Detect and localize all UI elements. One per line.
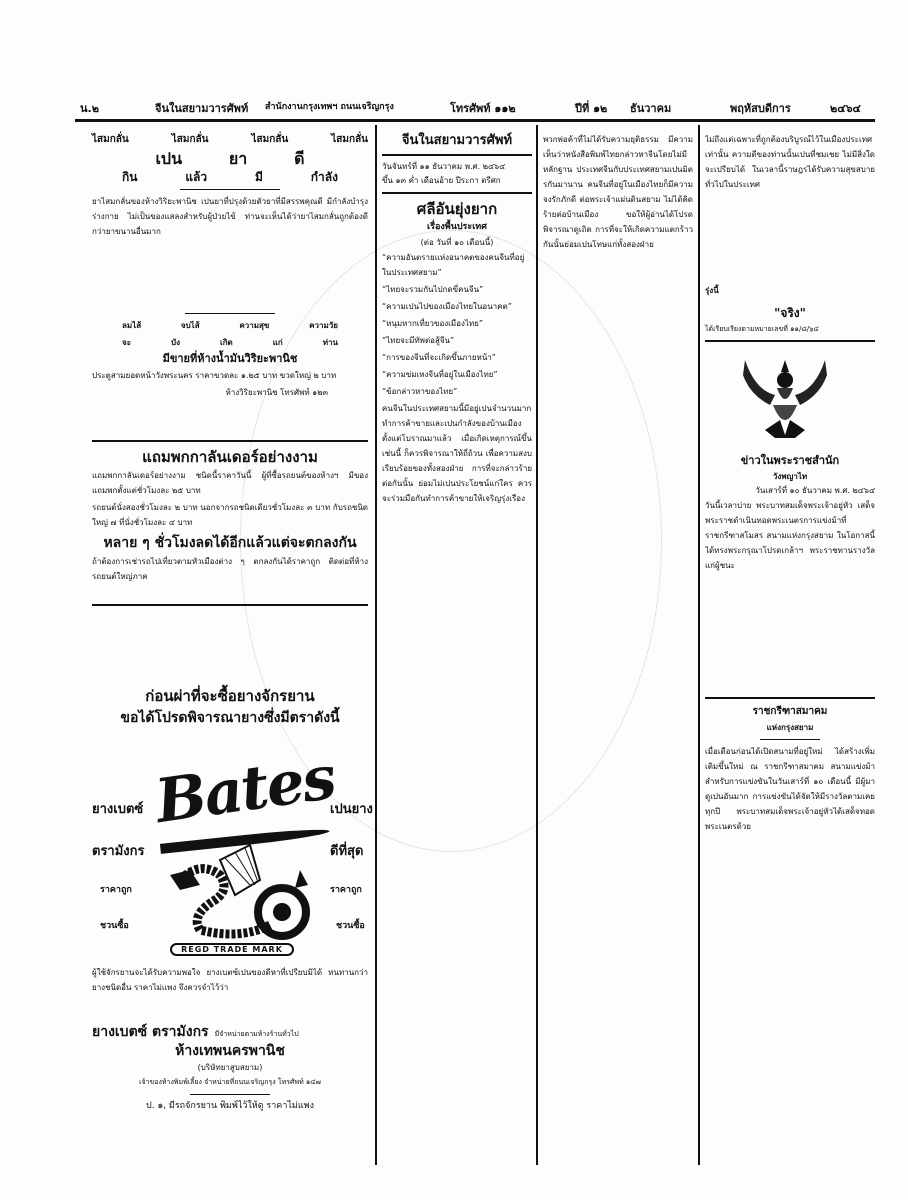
article-body: คนจีนในประเทศสยามนี้มีอยู่เปนจำนวนมาก ทำการค้าขายและเปนกำลังของบ้านเมือง ตั้งแต่โบราณมาแล้ว เมื่อเกิดเหตุการณ์ขึ้นเช่นนี้ ก็ควรพิจารณาให้ถี่ถ้วน เพื่อความสงบเรียบร้อยของทั้งสองฝ่าย การที่จะกล่าวร้ายต่อกันนั้น ย่อมไม่เปนประโยชน์แก่ใคร ควรจะร่วมมือกันทำการค้าขายให้เจริญรุ่งเรือง bbox=[382, 404, 532, 503]
ad-body: ยาไสมกลั่นของห้างวิริยะพานิช เปนยาที่ปรุงด้วยตัวยาที่มีสรรพคุณดี มีกำลังบำรุงร่างกาย ไม่เป็นของแสลงสำหรับผู้ป่วยไข้ ท่านจะเห็นได้ว่ายาไสมกลั่นถูกต้องดีกว่ายาขนานอื่นมาก bbox=[92, 197, 368, 236]
bates-intro2: ขอได้โปรดพิจารณายางซึ่งมีตราดังนี้ bbox=[120, 710, 340, 726]
benefits-row bbox=[122, 335, 338, 350]
article-continuation: พวกพ่อค้าที่ไม่ได้รับความยุติธรรม มีความเห็นว่าหนังสือพิมพ์ไทยกล่าวหาจีนโดยไม่มีหลักฐาน ประเทศจีนกับประเทศสยามเปนมิตรกันมานาน คนจีนที่อยู่ในเมืองไทยก็มีความจงรักภักดี ต่อพระเจ้าแผ่นดินสยาม ไม่ได้คิดร้ายต่อบ้านเมือง ขอให้ผู้อ่านได้โปรดพิจารณาดูเถิด การที่จะให้เกิดความแตกร้าวกันนั้นย่อมเปนโทษแก่ทั้งสองฝ่าย bbox=[543, 135, 693, 249]
section-rule bbox=[92, 604, 368, 606]
divider bbox=[185, 313, 275, 314]
lunar-date-line: ขึ้น ๑๓ ค่ำ เดือนอ้าย ปีระกา ตรีศก bbox=[382, 176, 501, 185]
quote-text: ความเปนไปของเมืองไทยในอนาคต bbox=[386, 302, 508, 311]
quote: “ความเปนไปของเมืองไทยในอนาคต” bbox=[382, 302, 512, 311]
ad2-title: แถมพกกาลันเดอร์อย่างงาม bbox=[142, 448, 318, 466]
article-subtitle: เรื่องพื้นประเทศ bbox=[427, 222, 487, 232]
court-news bbox=[705, 452, 875, 1116]
ad2-body2: รถยนต์นั่งสองชั่วโมงละ ๒ บาท นอกจากรถชนิดเดียวชั่วโมงละ ๓ บาท กับรถชนิดใหญ่ ๗ ที่นั่งชั่วโมงละ ๔ บาท bbox=[92, 503, 368, 527]
court-news-place: วังพญาไท bbox=[772, 472, 808, 481]
benefit: บัง bbox=[170, 338, 180, 347]
quote-text: หนุมหากเที่ยวของเมืองไทย bbox=[386, 319, 479, 328]
benefit: ท่าน bbox=[322, 338, 338, 347]
subheadline-word: แล้ว bbox=[185, 170, 208, 184]
garuda-emblem bbox=[735, 350, 835, 445]
bates-intro1: ก่อนผ่าที่จะซื้อยางจักรยาน bbox=[145, 687, 315, 705]
ad-subheadline bbox=[122, 170, 338, 185]
benefit: แก่ bbox=[272, 338, 283, 347]
column-divider bbox=[536, 125, 538, 1165]
masthead bbox=[75, 93, 875, 121]
editor-line: ได้เรียบเรียงตามหมายเลขที่ ๑๑/๘/๖๔ bbox=[705, 325, 819, 333]
right-signature: รุ่งนี้ bbox=[705, 286, 719, 295]
court-news-date: วันเสาร์ที่ ๑๐ ธันวาคม พ.ศ. ๒๔๖๔ bbox=[755, 486, 875, 495]
ad3-body: ถ้าต้องการเช่ารถไปเที่ยวตามหัวเมืองต่าง ๆ ตกลงกันได้ราคาถูก ติดต่อที่ห้าง รถยนต์ใหญ่ภาค bbox=[92, 557, 368, 581]
tagline: ไสมกลั่น bbox=[171, 134, 209, 145]
court-news-body: วันนี้เวลาบ่าย พระบาทสมเด็จพระเจ้าอยู่หัว เสด็จพระราชดำเนินทอดพระเนตรการแข่งม้าที่ราชกรีฑาสโมสร สนามแห่งกรุงสยาม ในโอกาสนี้ได้ทรงพระกรุณาโปรดเกล้าฯ พระราชทานรางวัลแก่ผู้ชนะ bbox=[705, 501, 875, 570]
trademark-banner: REGD TRADE MARK bbox=[170, 943, 294, 956]
section-rule bbox=[92, 440, 368, 442]
quote-text: ไทยจะรวมกันไปกดขี่คนจีน bbox=[386, 285, 480, 294]
quote-text: การของจีนที่จะเกิดขึ้นภายหน้า bbox=[386, 353, 492, 362]
bates-left-small1: ราคาถูก bbox=[100, 885, 132, 895]
divider bbox=[180, 189, 280, 190]
bates-left-label2: ตรามังกร bbox=[92, 844, 145, 859]
company-sub: (บริษัทยาสูบสยาม) bbox=[197, 1063, 263, 1072]
benefit: ลมไส้ bbox=[122, 321, 142, 330]
subheadline-word: กำลัง bbox=[310, 170, 338, 184]
headline-word: ยา bbox=[228, 149, 248, 168]
column-divider bbox=[375, 125, 377, 1165]
article-title: ศลีอันยุ่งยาก bbox=[416, 200, 498, 218]
bates-product-suffix: มีจำหน่ายตามห้างร้านทั่วไป bbox=[214, 1030, 299, 1038]
paper-name: จีนในสยามวารศัพท์ bbox=[155, 102, 249, 115]
quote: “ความอันตรายแห่งอนาคตของคนจีนที่อยู่ในประเทศสยาม” bbox=[382, 253, 525, 277]
bates-body: ผู้ใช้จักรยานจะได้รับความพอใจ ยางเบตซ์เปนของดีหาที่เปรียบมิได้ ทนทานกว่ายางชนิดอื่น ราคาไม่แพง จึงควรจำไว้ว่า bbox=[92, 968, 368, 992]
section-rule bbox=[382, 192, 532, 194]
subheadline-word: มี bbox=[254, 170, 263, 184]
day: พฤหัสบดีการ bbox=[730, 102, 791, 115]
benefits-row bbox=[122, 318, 338, 333]
bates-tire-ad bbox=[92, 685, 368, 729]
headline-word: ดี bbox=[294, 149, 305, 168]
court-news-title: ข่าวในพระราชสำนัก bbox=[740, 454, 840, 467]
quote: “การของจีนที่จะเกิดขึ้นภายหน้า” bbox=[382, 353, 496, 362]
quote: “ไทยจะมีทัพต่อสู้จีน” bbox=[382, 336, 455, 345]
divider bbox=[760, 739, 820, 740]
subheadline-word: กิน bbox=[122, 170, 138, 184]
quote-text: ความข่มเหงจีนที่อยู่ในเมืองไทย bbox=[386, 370, 494, 379]
ad-footer: ป. ๑, มีรถจักรยาน พิมพ์ไว้ให้ดู ราคาไม่แพง bbox=[146, 1101, 314, 1111]
seller-title: มีขายที่ห้างน้ำมันวิริยะพานิช bbox=[162, 352, 298, 365]
company-name: ห้างเทพนครพานิช bbox=[175, 1043, 285, 1059]
benefit: เกิด bbox=[219, 338, 233, 347]
right-body: ไม่ถึงแต่เฉพาะที่ถูกต้องบริบูรณ์ไว้ในเมืองประเทศเท่านั้น ความดีของท่านนั้นเปนที่ชมเชย ไม่มีสิ่งใดจะเปรียบได้ ในเวลานี้ราษฎรได้รับความสุขสบายทั่วไปในประเทศ bbox=[705, 135, 875, 189]
ad-signature: ห้างวิริยะพานิช โทรศัพท์ ๑๒๓ bbox=[225, 388, 328, 397]
quote: “ความข่มเหงจีนที่อยู่ในเมืองไทย” bbox=[382, 370, 498, 379]
bates-right-label2: ดีที่สุด bbox=[330, 844, 364, 859]
tagline: ไสมกลั่น bbox=[251, 134, 289, 145]
bates-product-name: ยางเบตซ์ ตรามังกร bbox=[92, 1024, 209, 1040]
ad-headline bbox=[132, 151, 328, 166]
page-number: น.๒ bbox=[80, 102, 99, 115]
divider bbox=[190, 1094, 270, 1095]
bates-right-label1: เปนยาง bbox=[330, 802, 373, 817]
seller-info: ประตูสามยอดหน้าวังพระนคร ราคาขวดละ ๑.๒๕ บาท ขวดใหญ่ ๒ บาท bbox=[92, 371, 337, 380]
quote-text: ความอันตรายแห่งอนาคตของคนจีนที่อยู่ในประเทศสยาม bbox=[382, 253, 525, 277]
continued-note: (ต่อ วันที่ ๑๐ เดือนนี้) bbox=[420, 238, 494, 247]
quote: “หนุมหากเที่ยวของเมืองไทย” bbox=[382, 319, 484, 328]
bates-logo: Bates bbox=[151, 742, 339, 838]
section-rule bbox=[705, 340, 875, 342]
publisher: สำนักงานกรุงเทพฯ ถนนเจริญกรุง bbox=[265, 102, 394, 112]
society-subtitle: แห่งกรุงสยาม bbox=[766, 723, 814, 732]
benefit: ความวัย bbox=[309, 321, 338, 330]
tagline-row bbox=[92, 132, 368, 147]
bates-right-small2: ชวนซื้อ bbox=[336, 921, 365, 931]
phone: โทรศัพท์ ๑๑๒ bbox=[450, 102, 516, 115]
company-address: เจ้าของห้างพิมพ์เลี้ยง จำหน่ายที่ถนนเจริญกรุง โทรศัพท์ ๑๔๗ bbox=[139, 1078, 321, 1086]
section-rule bbox=[382, 154, 532, 156]
quote-text: ไทยจะมีทัพต่อสู้จีน bbox=[386, 336, 450, 345]
bates-right-small1: ราคาถูก bbox=[330, 885, 362, 895]
bates-left-label1: ยางเบตซ์ bbox=[92, 802, 144, 817]
right-column bbox=[705, 132, 875, 346]
section-rule bbox=[705, 697, 875, 699]
year: ๒๔๖๔ bbox=[830, 102, 861, 115]
bates-left-small2: ชวนซื้อ bbox=[100, 921, 129, 931]
section-title: จีนในสยามวารศัพท์ bbox=[401, 133, 513, 148]
date-line: วันจันทร์ที่ ๑๑ ธันวาคม พ.ศ. ๒๔๖๔ bbox=[382, 162, 506, 171]
benefit: จะ bbox=[122, 338, 131, 347]
bates-copy bbox=[92, 965, 368, 1114]
ad3-title: หลาย ๆ ชั่วโมงลดได้อีกแล้วแต่จะตกลงกัน bbox=[103, 535, 357, 551]
month: ธันวาคม bbox=[630, 102, 672, 115]
tagline: ไสมกลั่น bbox=[92, 134, 129, 145]
dragon-tire-illustration bbox=[160, 840, 320, 945]
quote: “ข้อกล่าวหาของไทย” bbox=[382, 387, 458, 396]
headline-word: เปน bbox=[155, 149, 182, 168]
quote: “ไทยจะรวมกันไปกดขี่คนจีน” bbox=[382, 285, 484, 294]
column-divider bbox=[698, 125, 700, 1165]
issue: ปีที่ ๑๒ bbox=[575, 102, 608, 115]
right-center-column bbox=[543, 132, 693, 1154]
center-column bbox=[382, 132, 532, 1043]
tagline: ไสมกลั่น bbox=[331, 134, 368, 145]
society-body: เมื่อเดือนก่อนได้เปิดสนามที่อยู่ใหม่ ได้สร้างเพิ่มเติมขึ้นใหม่ ณ ราชกรีฑาสมาคม สนามแข่งม้าสำหรับการแข่งขันในวันเสาร์ที่ ๑๐ เดือนนี้ มีผู้มาดูเปนอันมาก การแข่งขันได้จัดให้มีรางวัลตามเคยทุกปี พระบาทสมเด็จพระเจ้าอยู่หัวได้เสด็จทอดพระเนตรด้วย bbox=[705, 747, 875, 831]
society-title: ราชกรีฑาสมาคม bbox=[752, 706, 828, 717]
left-column bbox=[92, 132, 368, 610]
ad2-body: แถมพกกาลันเดอร์อย่างงาม ชนิดนี้ราคาวันนี้ ผู้ที่ซื้อรถยนต์ของห้างฯ มีของแถมพกตั้งแต่ชั่วโมงละ ๒๕ บาท bbox=[92, 471, 368, 495]
editor-title: "จริง" bbox=[774, 306, 806, 320]
benefit: จบไส้ bbox=[180, 321, 200, 330]
masthead-rule bbox=[75, 119, 875, 122]
quote-text: ข้อกล่าวหาของไทย bbox=[386, 387, 454, 396]
bates-product-line bbox=[92, 1025, 368, 1042]
benefit: ความสุข bbox=[239, 321, 270, 330]
